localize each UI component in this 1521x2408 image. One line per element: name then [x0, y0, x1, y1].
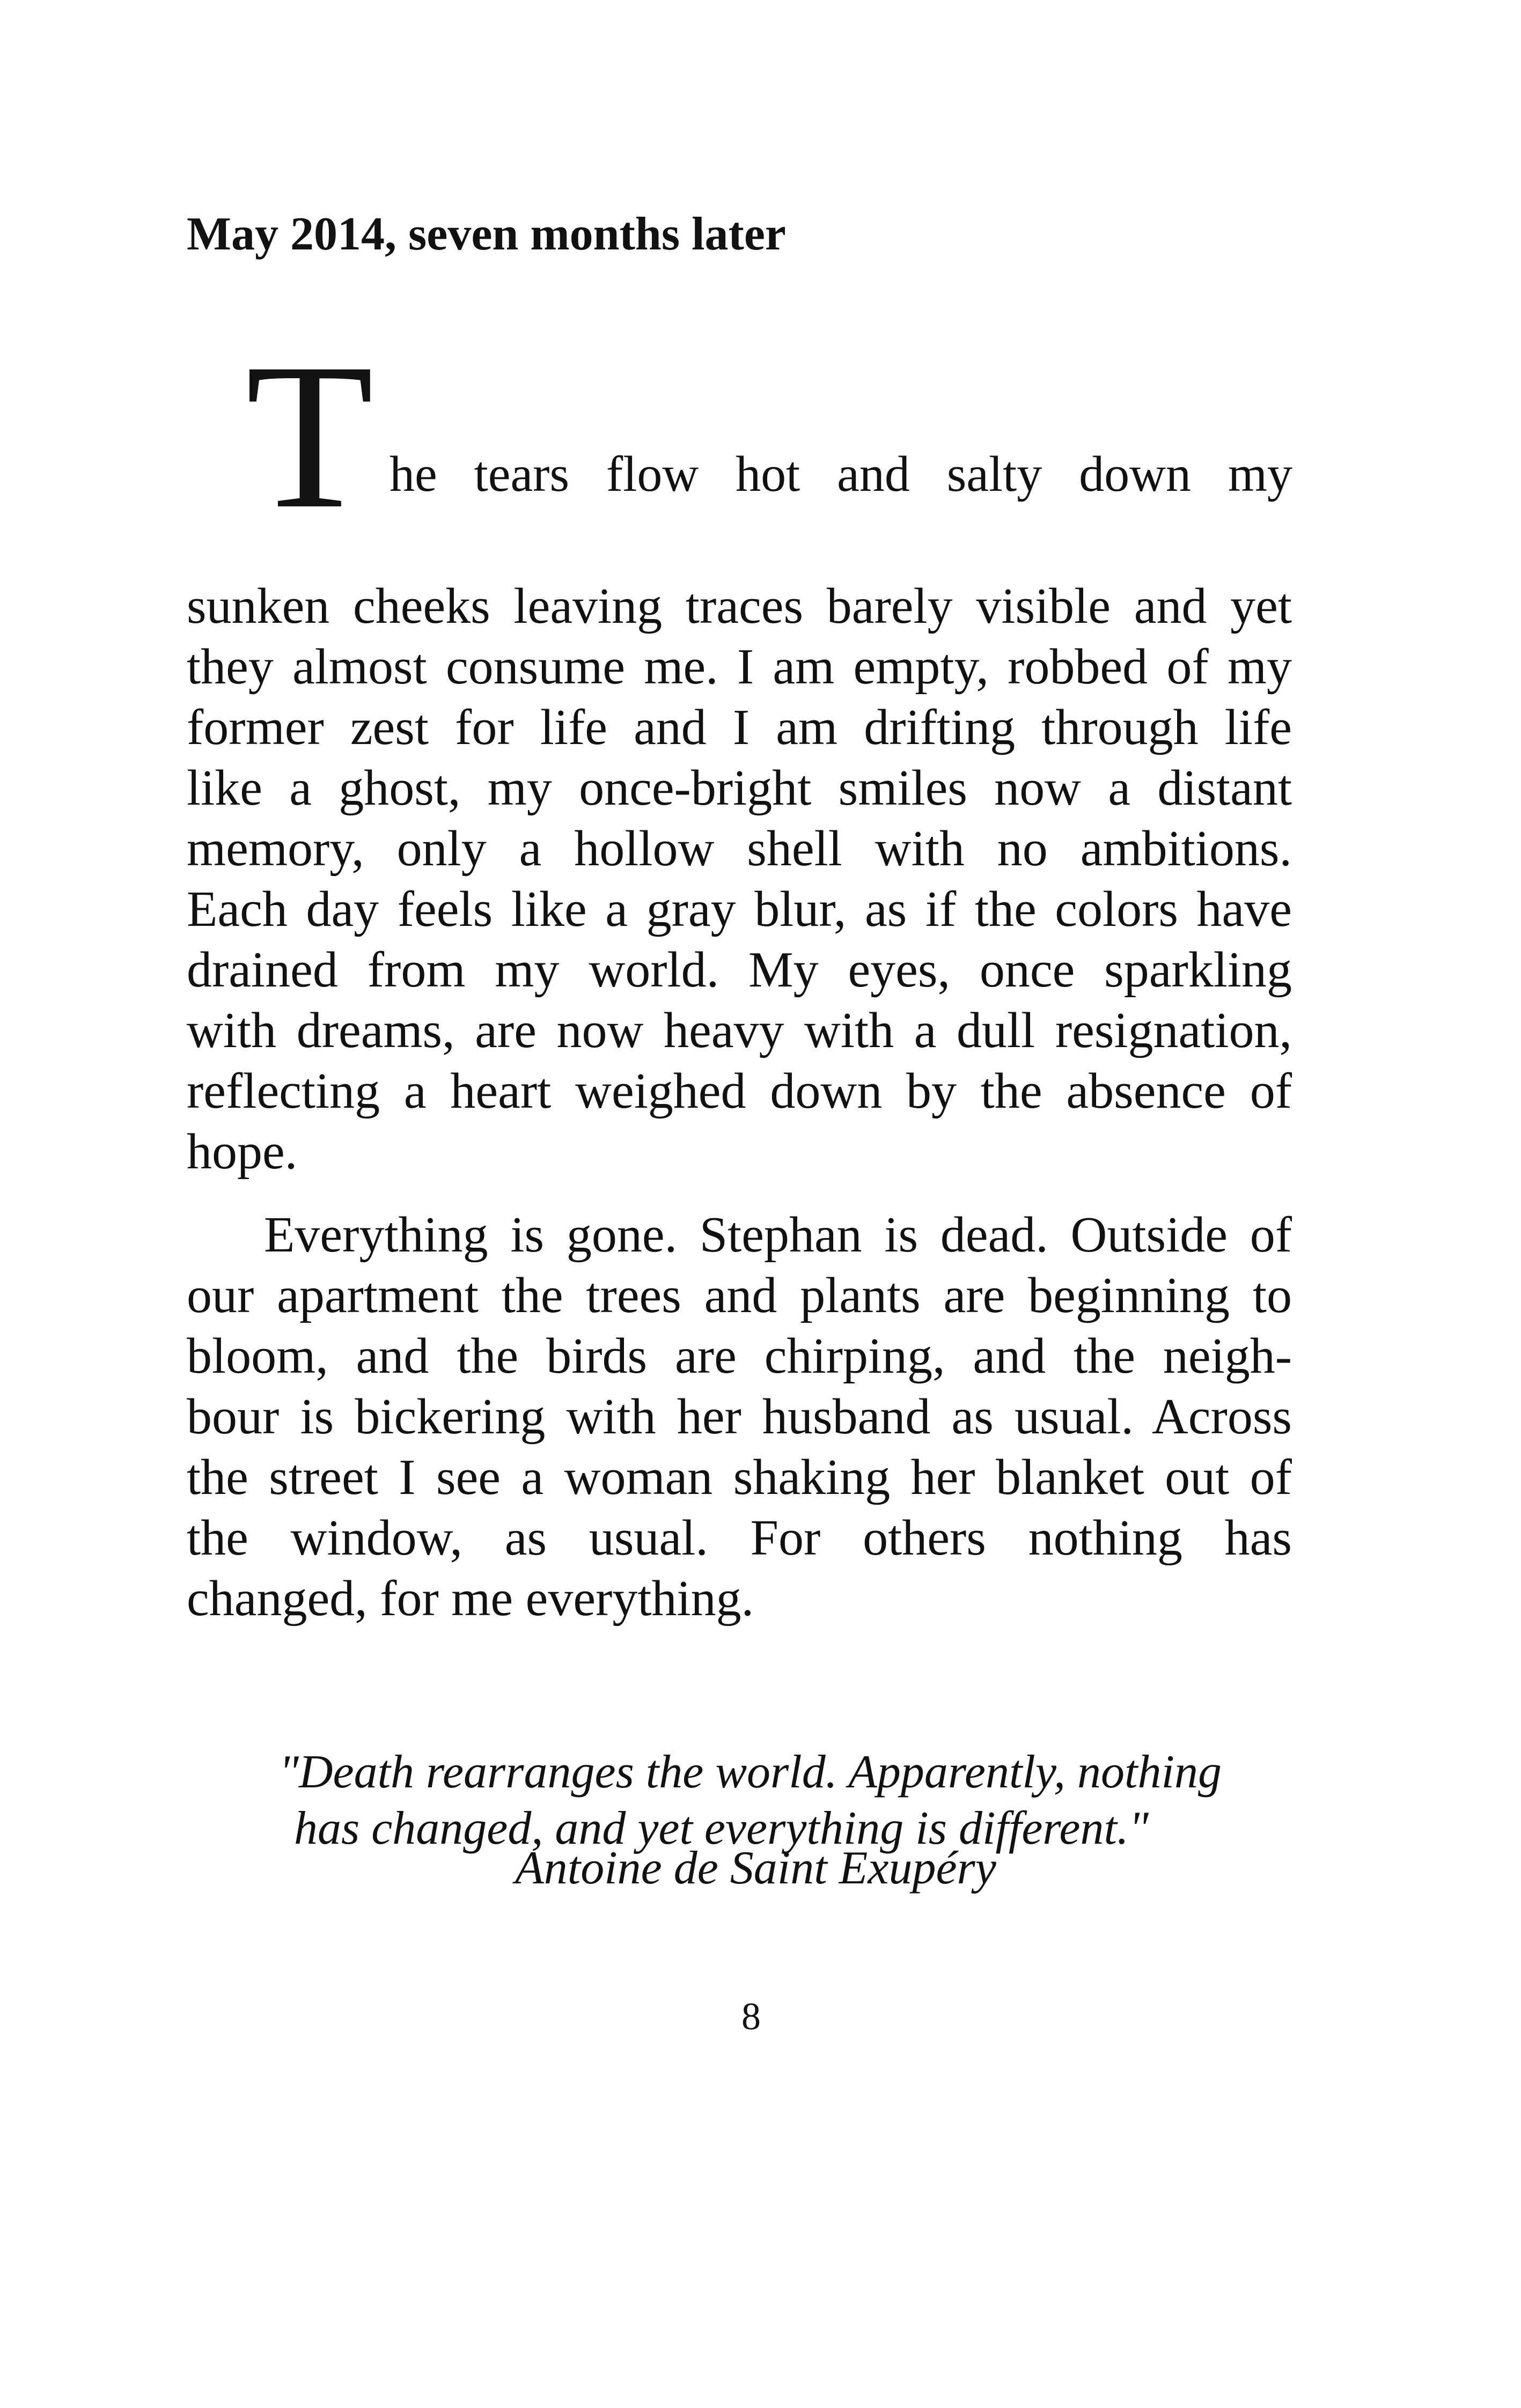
paragraph1-line: hope. [187, 1124, 298, 1180]
quote-attribution: Antoine de Saint Exupéry [515, 1842, 996, 1894]
paragraph1-line: with dreams, are now heavy with a dull resignation, [187, 1003, 1292, 1058]
chapter-heading: May 2014, seven months later [187, 208, 786, 260]
drop-cap: T [246, 320, 374, 552]
paragraph2-line: changed, for me everything. [187, 1571, 754, 1626]
paragraph1-line: former zest for life and I am drifting through life [187, 699, 1292, 755]
paragraph1-line: they almost consume me. I am empty, robbed of my [187, 639, 1292, 695]
paragraph2-line: our apartment the trees and plants are beginning to [187, 1268, 1292, 1323]
paragraph1-line: memory, only a hollow shell with no ambitions. [187, 821, 1292, 877]
paragraph1-line: Each day feels like a gray blur, as if the colors have [187, 881, 1292, 937]
paragraph2-line: the window, as usual. For others nothing has [187, 1510, 1292, 1566]
page-number: 8 [741, 1995, 761, 2038]
paragraph2-line: the street I see a woman shaking her blanket out of [187, 1449, 1292, 1505]
quote-line: has changed, and yet everything is different." [294, 1802, 1149, 1854]
paragraph2-line: Everything is gone. Stephan is dead. Outside of [264, 1207, 1292, 1263]
paragraph2-line: bloom, and the birds are chirping, and the neigh- [187, 1328, 1292, 1384]
paragraph2-line: bour is bickering with her husband as usual. Across [187, 1389, 1292, 1445]
paragraph1-line: like a ghost, my once-bright smiles now a distant [187, 760, 1292, 816]
paragraph1-line: reflecting a heart weighed down by the absence of [187, 1063, 1292, 1119]
first-line: he tears flow hot and salty down my [390, 446, 1292, 502]
paragraph1-line: drained from my world. My eyes, once sparkling [187, 942, 1292, 998]
quote-line: "Death rearranges the world. Apparently, nothing [279, 1746, 1222, 1798]
paragraph1-line: sunken cheeks leaving traces barely visible and yet [187, 578, 1292, 634]
